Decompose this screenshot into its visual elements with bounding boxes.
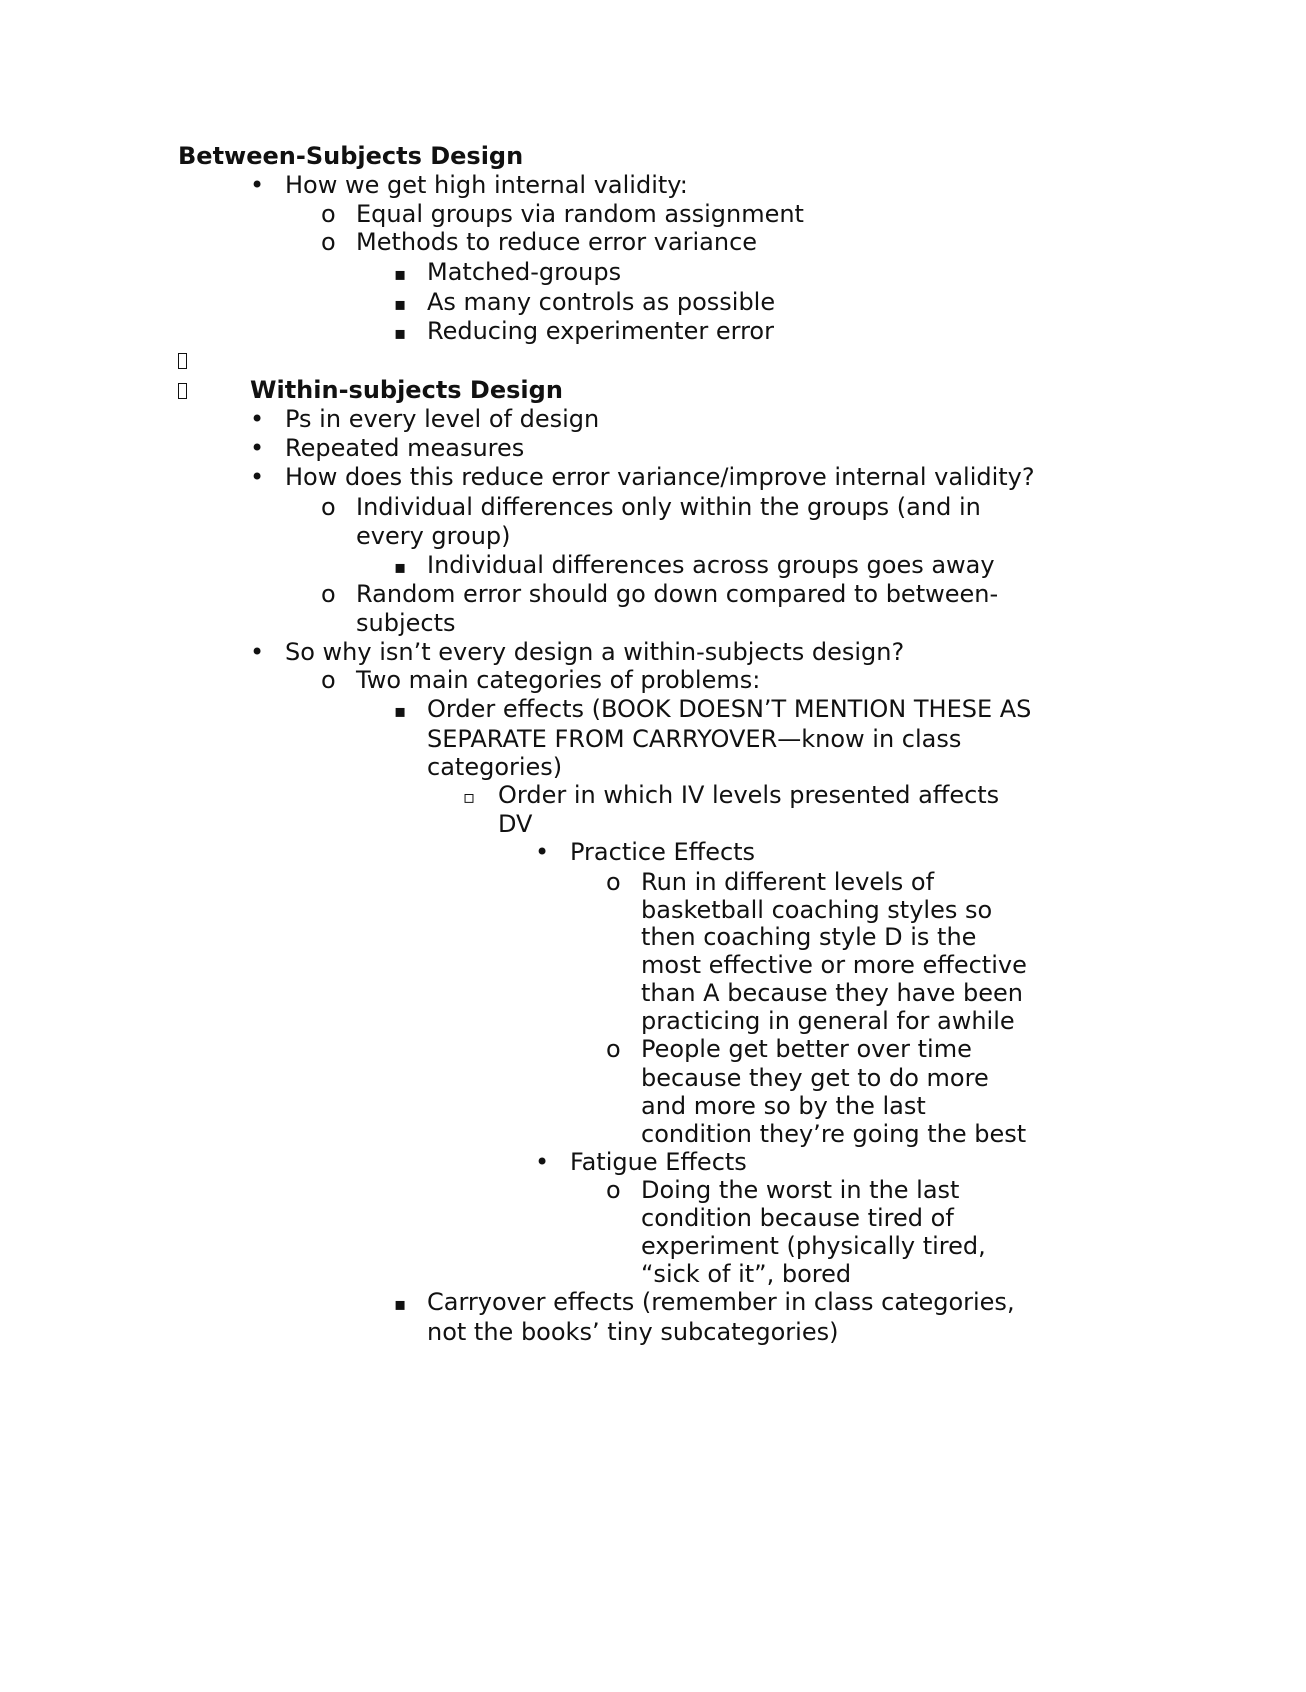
list-item: Ps in every level of design (285, 405, 600, 433)
bullet-disc (250, 404, 264, 434)
list-item-continuation: SEPARATE FROM CARRYOVER—know in class (427, 725, 962, 753)
list-item: Equal groups via random assignment (356, 200, 804, 228)
list-item: Repeated measures (285, 434, 525, 462)
list-item: Order effects (BOOK DOESN’T MENTION THESE AS (427, 695, 1032, 723)
bullet-circle (321, 492, 336, 522)
list-item: Individual differences only within the groups (and in (356, 493, 981, 521)
bullet-square (394, 1287, 406, 1320)
list-item-continuation: DV (498, 810, 533, 838)
missing-glyph-box (178, 383, 187, 399)
list-item: Two main categories of problems: (356, 666, 761, 694)
list-item-continuation: subjects (356, 609, 456, 637)
bullet-circle (606, 1175, 621, 1205)
bullet-circle (321, 199, 336, 229)
list-item-continuation: experiment (physically tired, (641, 1232, 986, 1260)
list-item-continuation: condition they’re going the best (641, 1120, 1027, 1148)
bullet-hollow-square (463, 780, 475, 813)
bullet-circle (606, 867, 621, 897)
list-item: Carryover effects (remember in class categories, (427, 1288, 1015, 1316)
list-item-continuation: most effective or more effective (641, 951, 1027, 979)
list-item: People get better over time (641, 1035, 972, 1063)
list-item-continuation: than A because they have been (641, 979, 1023, 1007)
list-item: How we get high internal validity: (285, 171, 688, 199)
list-item: How does this reduce error variance/improve internal validity? (285, 463, 1035, 491)
list-item: So why isn’t every design a within-subjects design? (285, 638, 905, 666)
list-item: Doing the worst in the last (641, 1176, 960, 1204)
list-item-continuation: and more so by the last (641, 1092, 926, 1120)
bullet-circle (321, 665, 336, 695)
list-item-continuation: then coaching style D is the (641, 923, 977, 951)
list-item: Random error should go down compared to between- (356, 580, 999, 608)
list-item: Fatigue Effects (570, 1148, 747, 1176)
bullet-disc (535, 837, 549, 867)
bullet-disc (250, 170, 264, 200)
bullet-disc (250, 462, 264, 492)
bullet-disc (250, 637, 264, 667)
bullet-circle (321, 227, 336, 257)
missing-glyph-box (178, 353, 187, 369)
list-item: Practice Effects (570, 838, 756, 866)
list-item-continuation: practicing in general for awhile (641, 1007, 1015, 1035)
list-item: Run in different levels of (641, 868, 935, 896)
bullet-square (394, 316, 406, 349)
bullet-circle (321, 579, 336, 609)
list-item: Order in which IV levels presented affects (498, 781, 1000, 809)
bullet-disc (250, 433, 264, 463)
list-item-continuation: every group) (356, 522, 511, 550)
list-item: Methods to reduce error variance (356, 228, 758, 256)
bullet-square (394, 694, 406, 727)
list-item-continuation: basketball coaching styles so (641, 896, 993, 924)
list-item-continuation: because they get to do more (641, 1064, 989, 1092)
list-item: Individual differences across groups goes away (427, 551, 995, 579)
list-item-continuation: condition because tired of (641, 1204, 954, 1232)
list-item: Reducing experimenter error (427, 317, 774, 345)
section-heading-between: Between-Subjects Design (178, 142, 524, 170)
bullet-square (394, 257, 406, 290)
bullet-disc (535, 1147, 549, 1177)
section-heading-within: Within-subjects Design (250, 376, 563, 404)
list-item-continuation: “sick of it”, bored (641, 1260, 852, 1288)
list-item-continuation: categories) (427, 753, 563, 781)
list-item: As many controls as possible (427, 288, 776, 316)
bullet-circle (606, 1034, 621, 1064)
list-item-continuation: not the books’ tiny subcategories) (427, 1318, 839, 1346)
list-item: Matched-groups (427, 258, 622, 286)
